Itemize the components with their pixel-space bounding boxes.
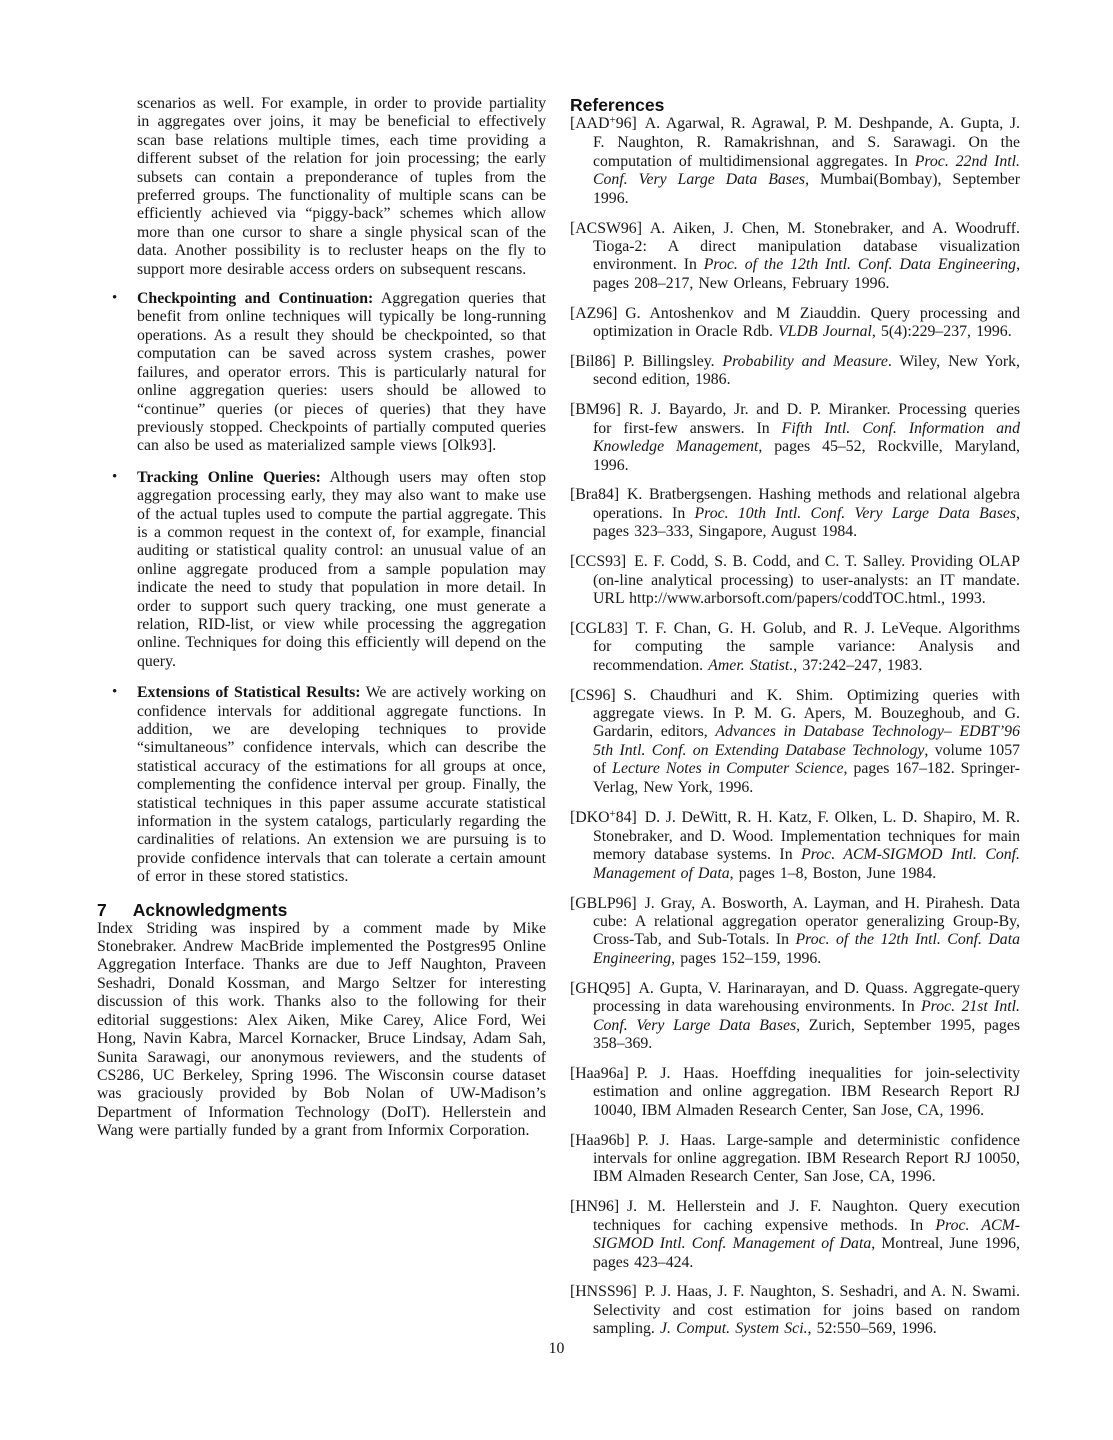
reference-entry [570, 115, 1020, 208]
reference-entry [570, 1198, 1020, 1272]
text-segment: , 52:550–569, 1996. [807, 1320, 937, 1338]
reference-entry [570, 687, 1020, 797]
reference-entry [570, 353, 1020, 390]
text-segment: [Bra84] K. Bratbergsengen. Hashing methods and relational algebra operations. In [570, 486, 1020, 522]
text-segment: [AZ96] G. Antoshenkov and M Ziauddin. Query processing and optimization in Oracle Rdb. [570, 304, 1020, 341]
text-segment: Proc. 10th Intl. Conf. Very Large Data Bases [694, 504, 1017, 522]
reference-entry [570, 220, 1020, 294]
left-column [97, 95, 546, 1141]
reference-entry [570, 1132, 1020, 1187]
text-segment: 96] A. Agarwal, R. Agrawal, P. M. Deshpande, A. Gupta, J. F. Naughton, R. Ramakrishnan, and S. Sarawagi. On the computation of multidimensional aggregates. In [593, 115, 1020, 170]
text-segment: Lecture Notes in Computer Science [612, 760, 844, 778]
page-number: 10 [548, 1340, 565, 1357]
bullet-icon: • [112, 290, 118, 307]
text-segment: , pages 167–182. Springer-Verlag, New York, 1996. [593, 760, 1020, 796]
text-segment: [Haa96a] P. J. Haas. Hoeffding inequalities for join-selectivity estimation and online aggregation. IBM Research Report RJ 10040, IBM Almaden Research Center, San Jose, CA, 1996. [570, 1064, 1020, 1119]
text-segment: [ACSW96] A. Aiken, J. Chen, M. Stonebraker, and A. Woodruff. Tioga-2: A direct manipulation database visualization environment. In [570, 219, 1020, 274]
text-segment: , volume 1057 of [593, 741, 1021, 778]
text-segment: Probability and Measure [722, 352, 888, 370]
text-segment: [Haa96b] P. J. Haas. Large-sample and deterministic confidence intervals for online aggregation. IBM Research Report RJ 10050, IBM Almaden Research Center, San Jose, CA, 1996. [570, 1131, 1020, 1186]
acknowledgments-paragraph: Index Striding was inspired by a comment made by Mike Stonebraker. Andrew MacBride implemented the Postgres95 Online Aggregation Interface. Thanks are due to Jeff Naughton, Praveen Seshadri, Donald Kossman, and Margo Seltzer for interesting discussion of this work. Thanks also to the following for their editorial suggestions: Alex Aiken, Mike Carey, Alice Ford, Wei Hong, Navin Kabra, Marcel Kornacker, Bruce Lindsay, Adam Sah, Sunita Sarawagi, our anonymous reviewers, and the students of CS286, UC Berkeley, Spring 1996. The Wisconsin course dataset was graciously provided by Bob Nolan of UW-Madison’s Department of Information Technology (DoIT). Hellerstein and Wang were partially funded by a grant from Informix Corporation. [97, 919, 546, 1140]
text-segment: VLDB Journal [778, 323, 872, 341]
section-heading-acknowledgments [97, 900, 546, 920]
text-segment: Proc. 21st Intl. Conf. Very Large Data Bases [593, 998, 1021, 1034]
reference-entry [570, 1283, 1020, 1338]
text-segment: , pages 45–52, Rockville, Maryland, 1996. [593, 438, 1020, 474]
text-segment: . Wiley, New York, second edition, 1986. [593, 352, 1020, 389]
text-segment: , pages 1–8, Boston, June 1984. [729, 864, 937, 882]
text-segment: Proc. of the 12th Intl. Conf. Data Engineering [593, 931, 1020, 967]
text-segment: 84] D. J. DeWitt, R. H. Katz, F. Olken, L. D. Shapiro, M. R. Stonebraker, and D. Wood. Implementation techniques for main memory database systems. In [593, 808, 1020, 864]
continuation-paragraph: scenarios as well. For example, in order to provide partiality in aggregates over joins, it may be beneficial to effectively scan base relations multiple times, each time providing a different subset of the relation for join processing; the early subsets can contain a preponderance of tuples from the preferred groups. The functionality of multiple scans can be efficiently achieved via “piggy-back” schemes which allow more than one cursor to share a single physical scan of the data. Another possibility is to recluster heaps on the fly to support more desirable access orders on subsequent rescans. [137, 95, 546, 278]
text-segment: [HN96] J. M. Hellerstein and J. F. Naughton. Query execution techniques for caching expensive methods. In [570, 1198, 1020, 1234]
text-segment: , Mumbai(Bombay), September 1996. [593, 171, 1020, 207]
text-segment: , Zurich, September 1995, pages 358–369. [593, 1016, 1020, 1052]
bullet-list [97, 290, 546, 887]
text-segment: [GBLP96] J. Gray, A. Bosworth, A. Layman, and H. Pirahesh. Data cube: A relational aggregation operator generalizing Group-By, Cross-Tab, and Sub-Totals. In [570, 894, 1020, 949]
text-segment: [CCS93] E. F. Codd, S. B. Codd, and C. T. Salley. Providing OLAP (on-line analytical processing) to user-analysts: an IT mandate. URL http://www.arborsoft.com/papers/coddTOC.html., 1993. [570, 553, 1020, 607]
text-segment: , Montreal, June 1996, pages 423–424. [593, 1235, 1021, 1271]
bullet-item-checkpointing [97, 290, 546, 456]
bullet-text: Aggregation queries that benefit from online techniques will typically be long-running operations. As a result they should be checkpointed, so that computation can be saved across system crashes, power failures, and operator errors. This is particularly natural for online aggregation queries: users should be allowed to “continue” queries (or pieces of queries) that they have previously stopped. Checkpoints of partially computed queries can also be used as materialized sample views [Olk93]. [137, 290, 547, 455]
reference-entry [570, 401, 1020, 475]
reference-entry [570, 305, 1020, 342]
bullet-icon: • [112, 684, 118, 701]
reference-entry [570, 1065, 1020, 1120]
section-number: 7 [97, 899, 107, 920]
text-segment: [CS96] S. Chaudhuri and K. Shim. Optimizing queries with aggregate views. In P. M. G. Apers, M. Bouzeghoub, and G. Gardarin, editors, [570, 686, 1020, 741]
text-segment: , pages 152–159, 1996. [671, 949, 822, 967]
right-column [570, 95, 1020, 1350]
text-segment: Proc. ACM-SIGMOD Intl. Conf. Management of Data [593, 846, 1020, 882]
text-segment: Advances in Database Technology– EDBT’96 5th Intl. Conf. on Extending Database Technology [593, 723, 1020, 759]
bullet-text: Although users may often stop aggregation processing early, they may also want to make use of the actual tuples used to compute the partial aggregate. This is a common request in the context of, for example, financial auditing or statistical quality control: an unusual value of an online aggregate produced from a sample population may indicate the need to study that population in more detail. In order to support such query tracking, one must generate a relation, RID-list, or view while processing the aggregation online. Techniques for doing this efficiently will depend on the query. [137, 468, 547, 670]
bullet-label: Extensions of Statistical Results: [137, 684, 361, 702]
bullet-item-tracking [97, 469, 546, 671]
text-segment: + [609, 114, 616, 127]
text-segment: , 37:242–247, 1983. [793, 656, 923, 674]
text-segment: Proc. ACM-SIGMOD Intl. Conf. Management of Data [593, 1216, 1020, 1253]
text-segment: [DKO [570, 808, 610, 826]
section-title: Acknowledgments [132, 899, 288, 920]
bullet-item-extensions [97, 684, 546, 886]
bullet-label: Tracking Online Queries: [137, 468, 321, 486]
reference-entry [570, 620, 1020, 675]
text-segment: [BM96] R. J. Bayardo, Jr. and D. P. Miranker. Processing queries for first-few answers. In [570, 401, 1020, 437]
reference-entry [570, 486, 1020, 541]
text-segment: Amer. Statist. [708, 656, 794, 674]
text-segment: [GHQ95] A. Gupta, V. Harinarayan, and D. Quass. Aggregate-query processing in data warehousing environments. In [570, 979, 1020, 1016]
text-segment: [CGL83] T. F. Chan, G. H. Golub, and R. J. LeVeque. Algorithms for computing the sample variance: Analysis and recommendation. [570, 619, 1020, 674]
bullet-label: Checkpointing and Continuation: [137, 290, 374, 308]
text-segment: , pages 208–217, New Orleans, February 1996. [593, 256, 1021, 292]
reference-entry [570, 895, 1020, 969]
text-segment: Proc. 22nd Intl. Conf. Very Large Data Bases [593, 152, 1020, 189]
reference-entry [570, 809, 1020, 884]
text-segment: [AAD [570, 115, 610, 132]
reference-entry [570, 980, 1020, 1054]
text-segment: [HNSS96] P. J. Haas, J. F. Naughton, S. Seshadri, and A. N. Swami. Selectivity and cost estimation for joins based on random sampling. [570, 1283, 1020, 1338]
text-segment: [Bil86] P. Billingsley. [570, 352, 723, 370]
reference-entry [570, 553, 1020, 608]
bullet-text: We are actively working on confidence intervals for additional aggregate functions. In addition, we are developing techniques to provide “simultaneous” confidence intervals, which can describe the statistical accuracy of the estimations for all groups at once, complementing the confidence interval per group. Finally, the statistical techniques in this paper assume accurate statistical information in the system catalogs, particularly regarding the cardinalities of relations. An extension we are pursuing is to provide confidence intervals that can tolerate a certain amount of error in these stored statistics. [137, 684, 546, 886]
text-segment: , pages 323–333, Singapore, August 1984. [593, 504, 1020, 541]
text-segment: , 5(4):229–237, 1996. [871, 323, 1012, 341]
text-segment: J. Comput. System Sci. [660, 1320, 808, 1338]
text-segment: Fifth Intl. Conf. Information and Knowledge Management [593, 419, 1020, 456]
references-heading: References [570, 95, 665, 115]
bullet-icon: • [112, 468, 118, 485]
text-segment: Proc. of the 12th Intl. Conf. Data Engineering [703, 256, 1017, 274]
text-segment: + [609, 807, 616, 820]
